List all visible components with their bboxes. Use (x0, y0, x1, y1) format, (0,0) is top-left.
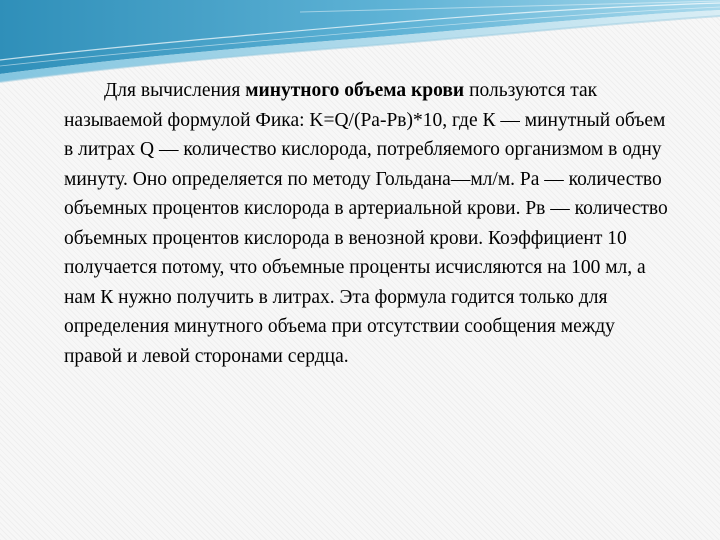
paragraph-rest: пользуются так называемой формулой Фика: K=Q/(Ра-Рв)*10, где К — минутный объем в литрах Q — количество кислорода, потребляемого организмом в одну минуту. Оно определяется по методу Гольдана—мл/м. Ра — количество объемных процентов кислорода в артериальной крови. Рв — количество объемных процентов кислорода в венозной крови. Коэффициент 10 получается потому, что объемные проценты исчисляются на 100 мл, а нам К нужно получить в литрах. Эта формула годится только для определения минутного объема при отсутствии сообщения между правой и левой сторонами сердца. (64, 80, 668, 367)
paragraph-emphasis: минутного объема крови (245, 80, 465, 101)
paragraph-lead: Для вычисления (104, 80, 246, 101)
body-paragraph (64, 76, 676, 371)
